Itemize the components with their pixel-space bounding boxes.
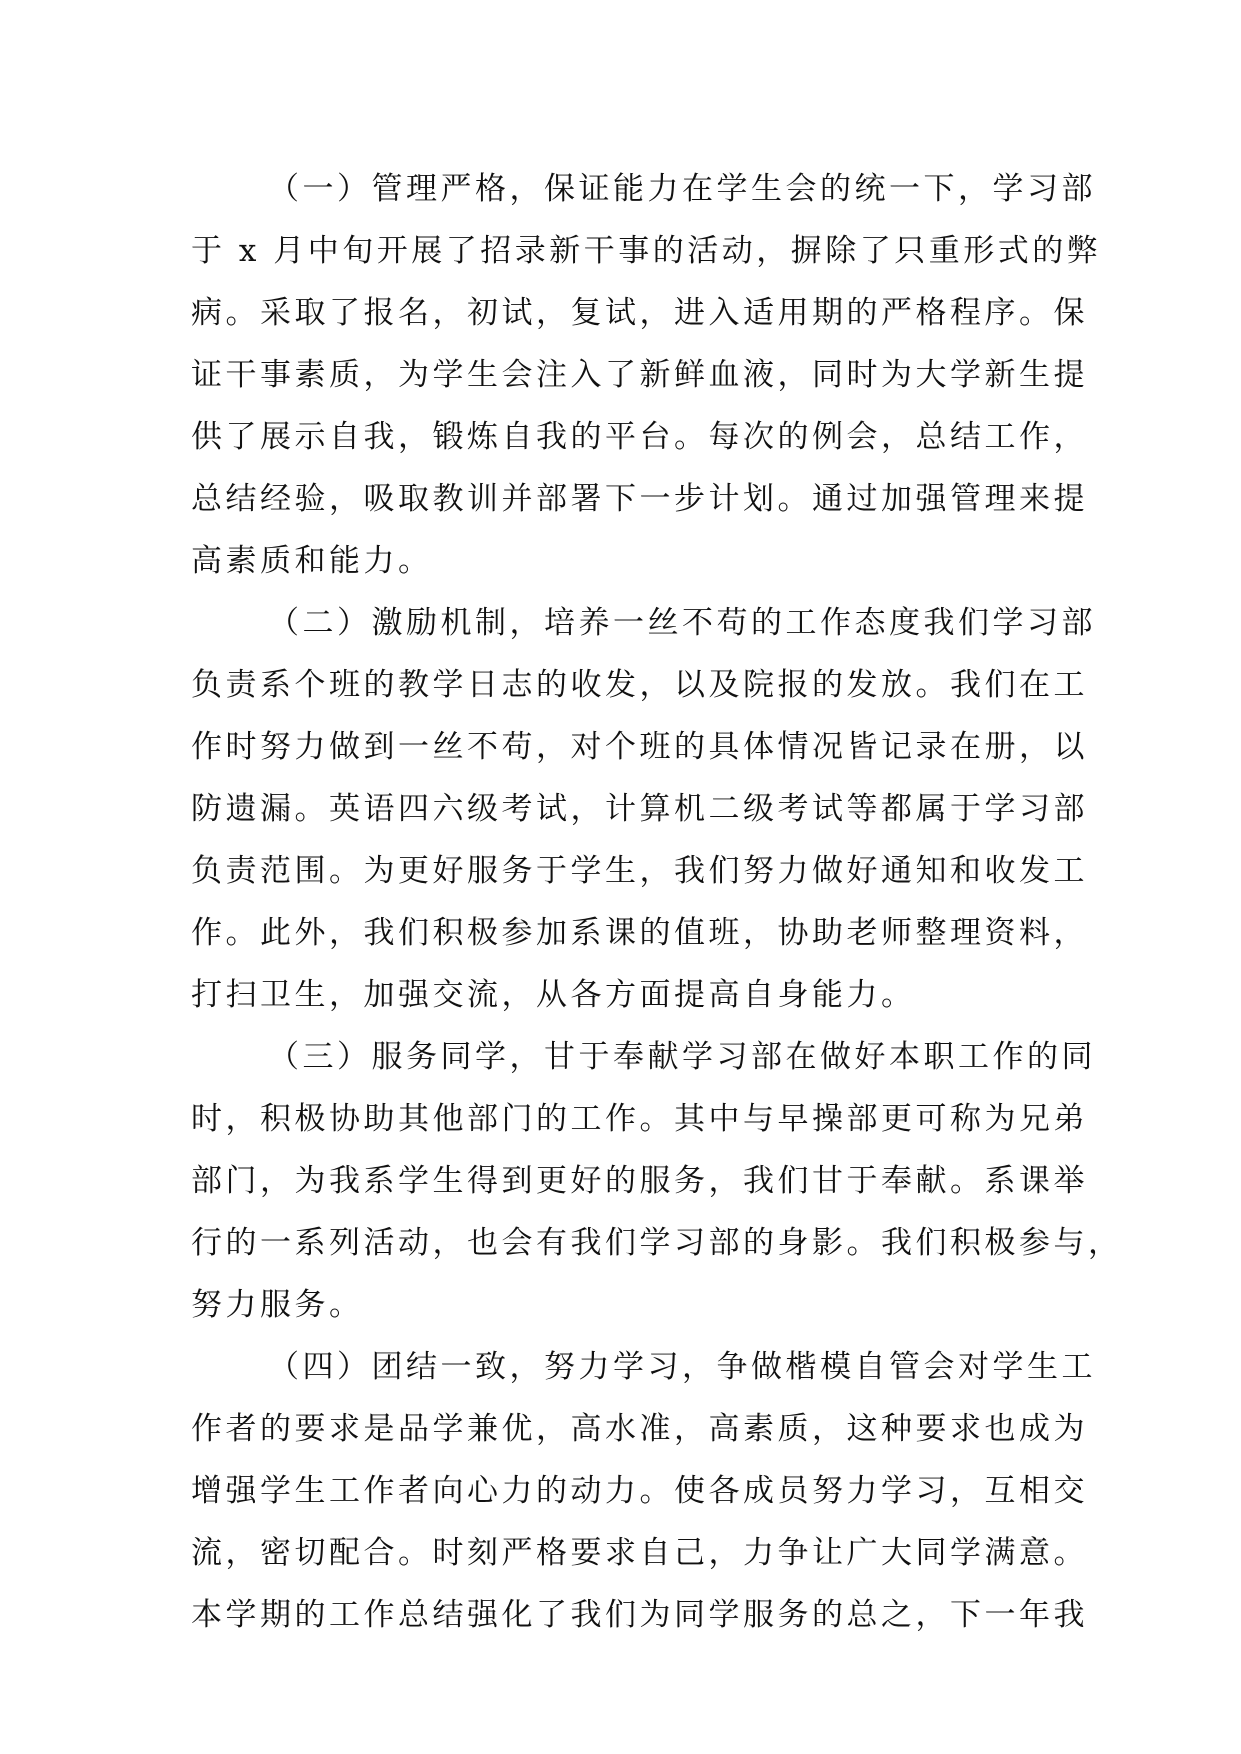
text-line: 负责范围。为更好服务于学生，我们努力做好通知和收发工 (191, 853, 1088, 889)
text-line: 努力服务。 (191, 1287, 364, 1323)
text-line: 防遗漏。英语四六级考试，计算机二级考试等都属于学习部 (191, 791, 1088, 827)
text-line: 增强学生工作者向心力的动力。使各成员努力学习，互相交 (191, 1473, 1088, 1509)
paragraph-3 (191, 1026, 1123, 1336)
text-line: （一）管理严格，保证能力在学生会的统一下，学习部 (268, 171, 1096, 207)
text-line: 病。采取了报名，初试，复试，进入适用期的严格程序。保 (191, 295, 1088, 331)
text-line: 作者的要求是品学兼优，高水准，高素质，这种要求也成为 (191, 1411, 1088, 1447)
text-line: （四）团结一致，努力学习，争做楷模自管会对学生工 (268, 1349, 1096, 1385)
paragraph-4 (191, 1336, 1096, 1646)
text-line: 流，密切配合。时刻严格要求自己，力争让广大同学满意。 (191, 1535, 1088, 1571)
text-line: 证干事素质，为学生会注入了新鲜血液，同时为大学新生提 (191, 357, 1088, 393)
text-line: 于 x 月中旬开展了招录新干事的活动，摒除了只重形式的弊 (191, 233, 1102, 269)
text-line: 供了展示自我，锻炼自我的平台。每次的例会，总结工作， (191, 419, 1088, 455)
document-body (191, 158, 1123, 1646)
paragraph-1 (191, 158, 1102, 592)
text-line: 总结经验，吸取教训并部署下一步计划。通过加强管理来提 (191, 481, 1088, 517)
text-line: 作。此外，我们积极参加系课的值班，协助老师整理资料， (191, 915, 1088, 951)
text-line: 时，积极协助其他部门的工作。其中与早操部更可称为兄弟 (191, 1101, 1088, 1137)
text-line: 打扫卫生，加强交流，从各方面提高自身能力。 (191, 977, 916, 1013)
text-line: 部门，为我系学生得到更好的服务，我们甘于奉献。系课举 (191, 1163, 1088, 1199)
text-line: 高素质和能力。 (191, 543, 433, 579)
text-line: 行的一系列活动，也会有我们学习部的身影。我们积极参与， (191, 1225, 1123, 1261)
text-line: 作时努力做到一丝不苟，对个班的具体情况皆记录在册，以 (191, 729, 1088, 765)
text-line: （二）激励机制，培养一丝不苟的工作态度我们学习部 (268, 605, 1096, 641)
text-line: 负责系个班的教学日志的收发，以及院报的发放。我们在工 (191, 667, 1088, 703)
text-line: 本学期的工作总结强化了我们为同学服务的总之，下一年我 (191, 1597, 1088, 1633)
text-line: （三）服务同学，甘于奉献学习部在做好本职工作的同 (268, 1039, 1096, 1075)
paragraph-2 (191, 592, 1096, 1026)
